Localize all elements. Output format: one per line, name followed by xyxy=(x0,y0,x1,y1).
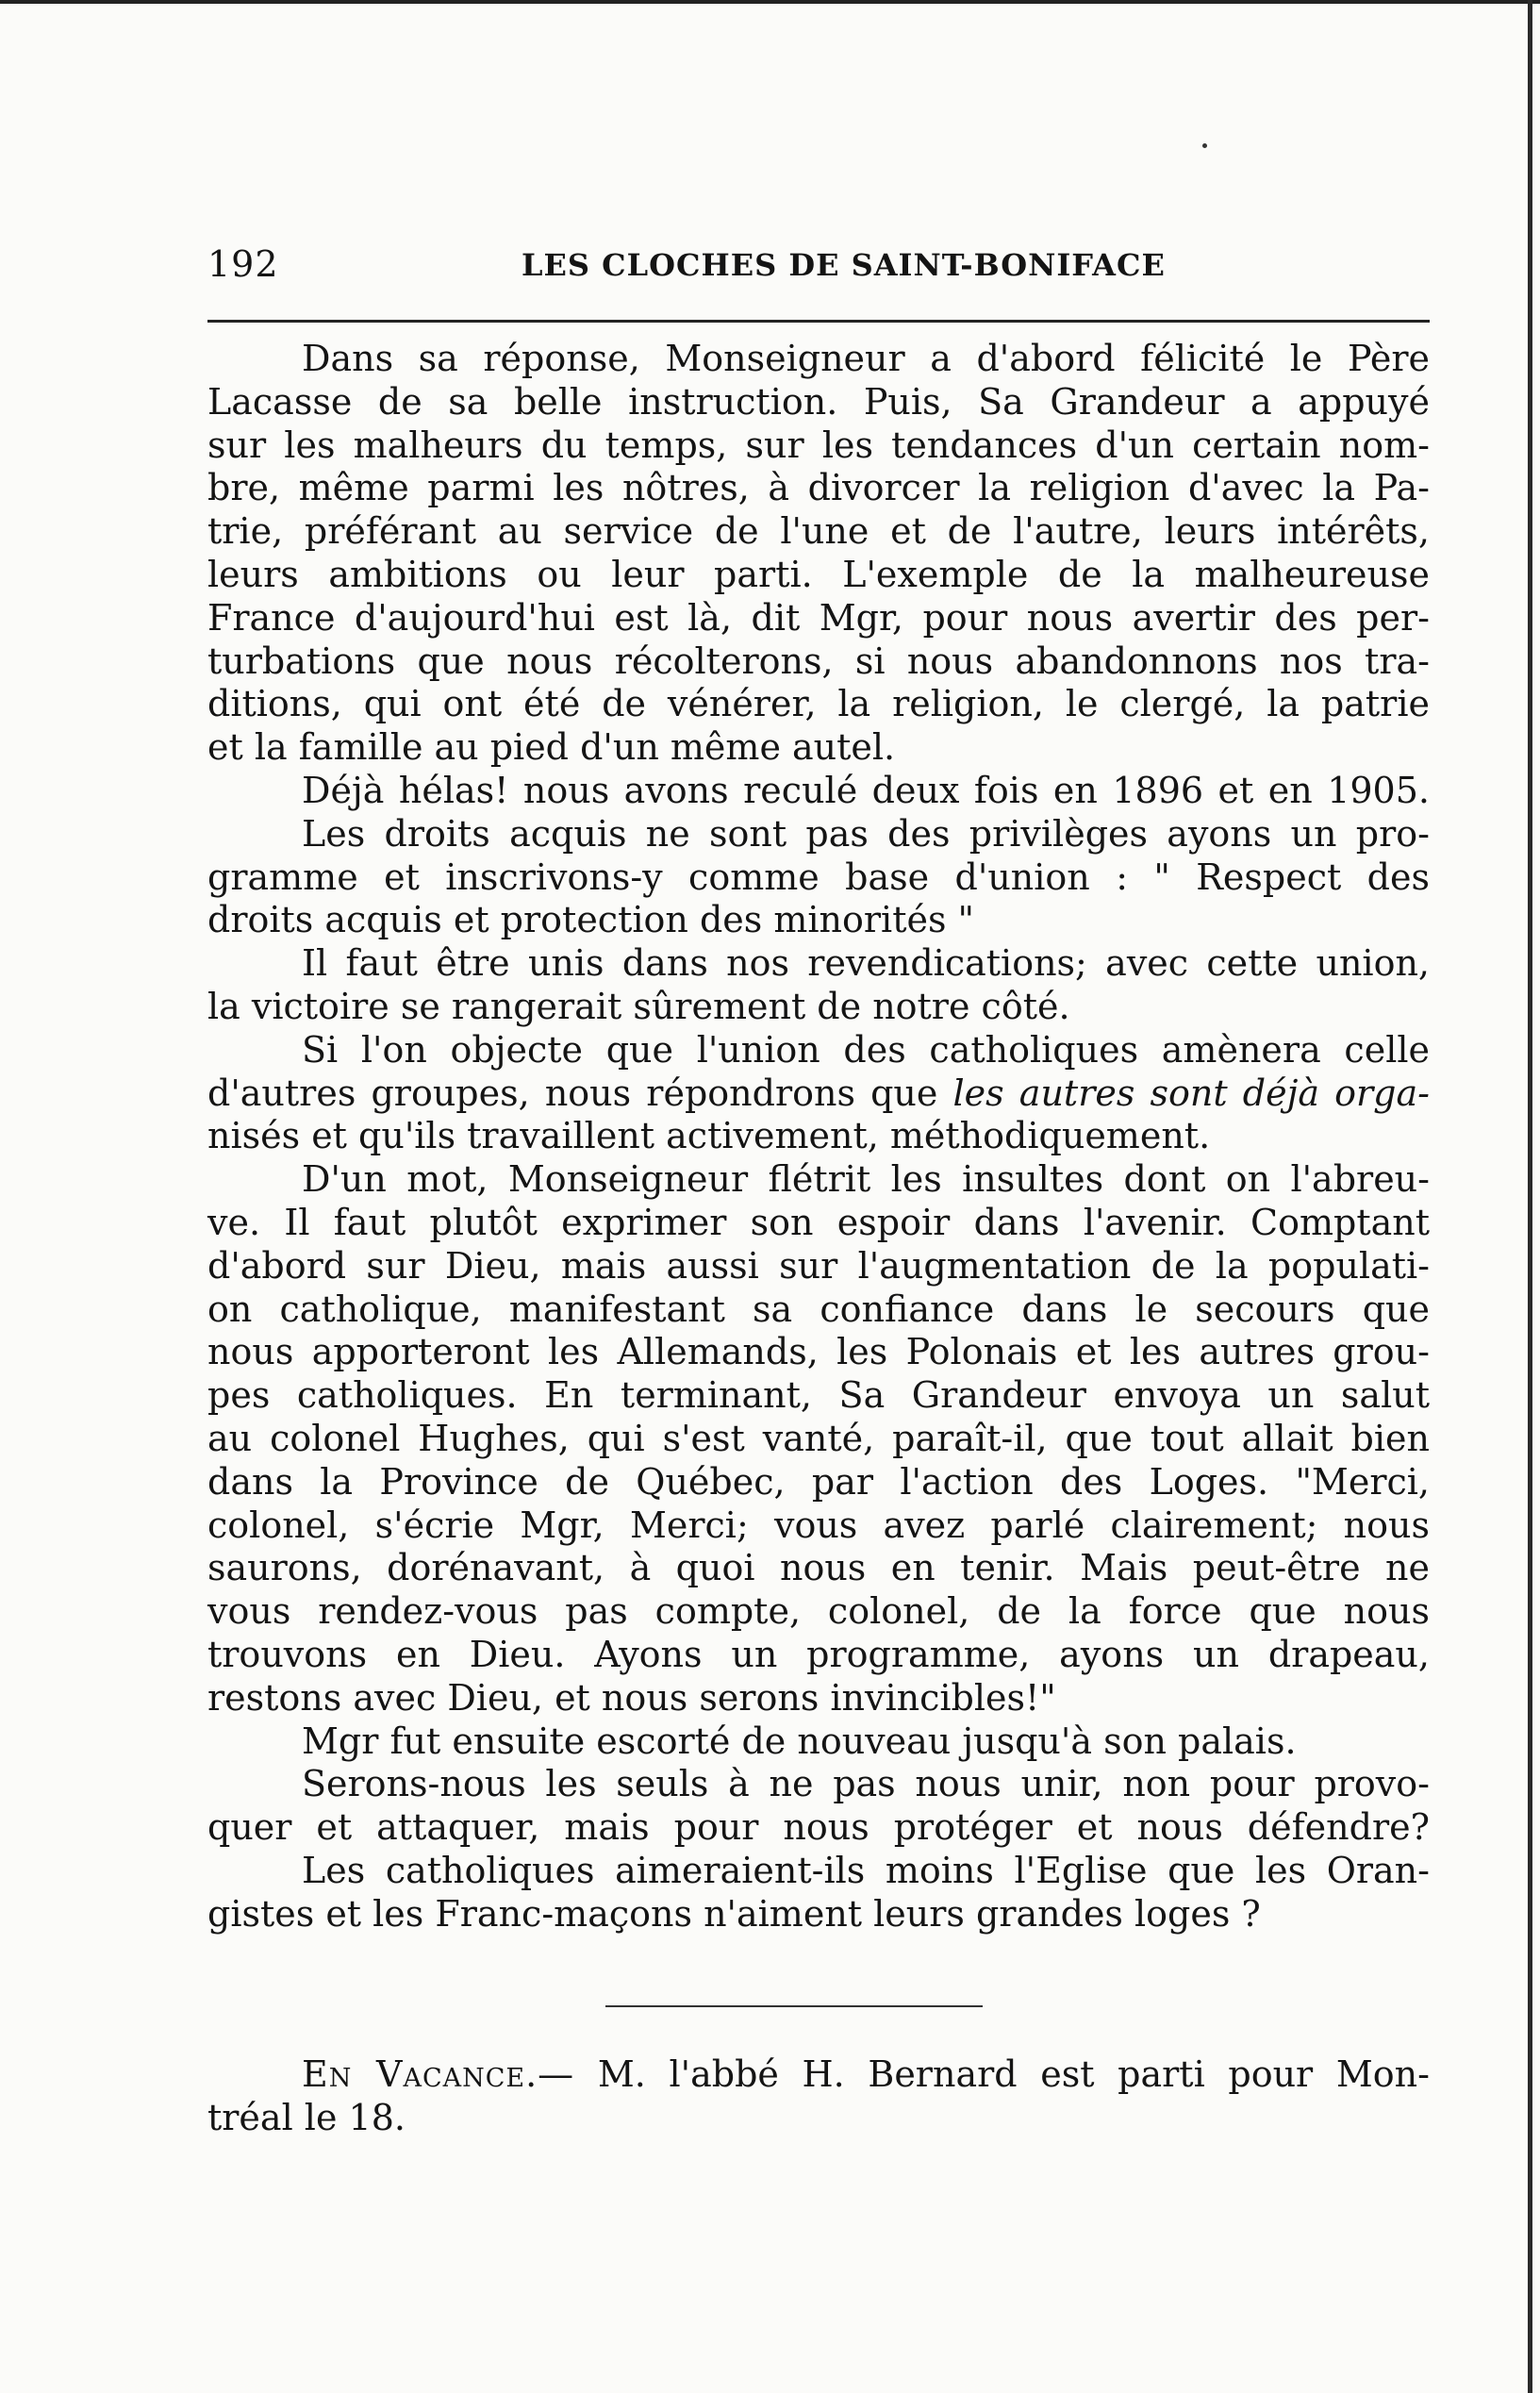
text-line: quer et attaquer, mais pour nous protéger et nous défendre? xyxy=(207,1806,1430,1849)
text-line: Les catholiques aimeraient-ils moins l'Eglise que les Oran- xyxy=(302,1849,1430,1891)
text-line: on catholique, manifestant sa confiance dans le secours que xyxy=(207,1288,1430,1330)
text-line: turbations que nous récolterons, si nous abandonnons nos tra- xyxy=(207,640,1430,682)
text-line: France d'aujourd'hui est là, dit Mgr, pour nous avertir des per- xyxy=(207,596,1430,639)
text-line: leurs ambitions ou leur parti. L'exemple de la malheureuse xyxy=(207,553,1430,595)
page-edge-shadow xyxy=(1528,0,1532,2393)
text-line: Il faut être unis dans nos revendications; avec cette union, xyxy=(302,942,1430,985)
text-line: restons avec Dieu, et nous serons invincibles!" xyxy=(207,1676,1056,1719)
text-line: saurons, dorénavant, à quoi nous en tenir. Mais peut-être ne xyxy=(207,1547,1430,1589)
text-line: nous apporteront les Allemands, les Polonais et les autres grou- xyxy=(207,1331,1430,1373)
text-line: gramme et inscrivons-y comme base d'union : " Respect des xyxy=(207,856,1430,898)
italic-run: les autres sont déjà orga- xyxy=(952,1072,1430,1114)
text-line: bre, même parmi les nôtres, à divorcer la religion d'avec la Pa- xyxy=(207,467,1430,509)
text-line: dans la Province de Québec, par l'action des Loges. "Merci, xyxy=(207,1460,1430,1503)
notice-line xyxy=(207,2052,1430,2096)
text-line-mixed xyxy=(207,1072,1430,1116)
section-divider xyxy=(605,2005,983,2007)
text-line: Déjà hélas! nous avons reculé deux fois en 1896 et en 1905. xyxy=(302,769,1430,811)
text-line: d'abord sur Dieu, mais aussi sur l'augmentation de la populati- xyxy=(207,1244,1430,1287)
text-line: Si l'on objecte que l'union des catholiques amènera celle xyxy=(302,1028,1430,1071)
notice xyxy=(207,2052,1430,2139)
page-number: 192 xyxy=(207,243,279,285)
scan-speck xyxy=(1202,143,1207,148)
text-line: Dans sa réponse, Monseigneur a d'abord félicité le Père xyxy=(302,338,1430,379)
text-line: colonel, s'écrie Mgr, Merci; vous avez parlé clairement; nous xyxy=(207,1504,1430,1546)
text-line: Les droits acquis ne sont pas des privilèges ayons un pro- xyxy=(302,812,1430,855)
text-line: Lacasse de sa belle instruction. Puis, Sa Grandeur a appuyé xyxy=(207,380,1430,423)
text-line: vous rendez-vous pas compte, colonel, de la force que nous xyxy=(207,1590,1430,1633)
header-rule xyxy=(207,320,1430,323)
text-line: et la famille au pied d'un même autel. xyxy=(207,726,896,769)
notice-text: M. l'abbé H. Bernard est parti pour Mon- xyxy=(597,2053,1430,2095)
text-line: nisés et qu'ils travaillent activement, méthodiquement. xyxy=(207,1115,1211,1157)
text-line: trie, préférant au service de l'une et de l'autre, leurs intérêts, xyxy=(207,510,1430,553)
running-title: LES CLOCHES DE SAINT-BONIFACE xyxy=(522,247,1166,283)
text-line: la victoire se rangerait sûrement de notre côté. xyxy=(207,985,1070,1027)
text-line: trouvons en Dieu. Ayons un programme, ayons un drapeau, xyxy=(207,1633,1430,1675)
text-line: sur les malheurs du temps, sur les tendances d'un certain nom- xyxy=(207,424,1430,466)
text-line: au colonel Hughes, qui s'est vanté, paraît-il, que tout allait bien xyxy=(207,1417,1430,1459)
top-edge-rule xyxy=(0,0,1540,4)
text-line: D'un mot, Monseigneur flétrit les insultes dont on l'abreu- xyxy=(302,1158,1430,1201)
text-line: ve. Il faut plutôt exprimer son espoir dans l'avenir. Comptant xyxy=(207,1201,1430,1243)
text-run: d'autres groupes, nous répondrons que xyxy=(207,1072,938,1114)
text-line: droits acquis et protection des minorités " xyxy=(207,899,975,941)
notice-line: tréal le 18. xyxy=(207,2097,406,2138)
text-line: pes catholiques. En terminant, Sa Grandeur envoya un salut xyxy=(207,1374,1430,1417)
article-body xyxy=(207,338,1430,1936)
text-line: ditions, qui ont été de vénérer, la religion, le clergé, la patrie xyxy=(207,683,1430,725)
text-line: gistes et les Franc-maçons n'aiment leurs grandes loges ? xyxy=(207,1892,1261,1935)
notice-heading: En Vacance.— xyxy=(302,2053,575,2095)
text-line: Serons-nous les seuls à ne pas nous unir, non pour provo- xyxy=(302,1763,1430,1805)
text-line: Mgr fut ensuite escorté de nouveau jusqu'à son palais. xyxy=(302,1720,1297,1762)
